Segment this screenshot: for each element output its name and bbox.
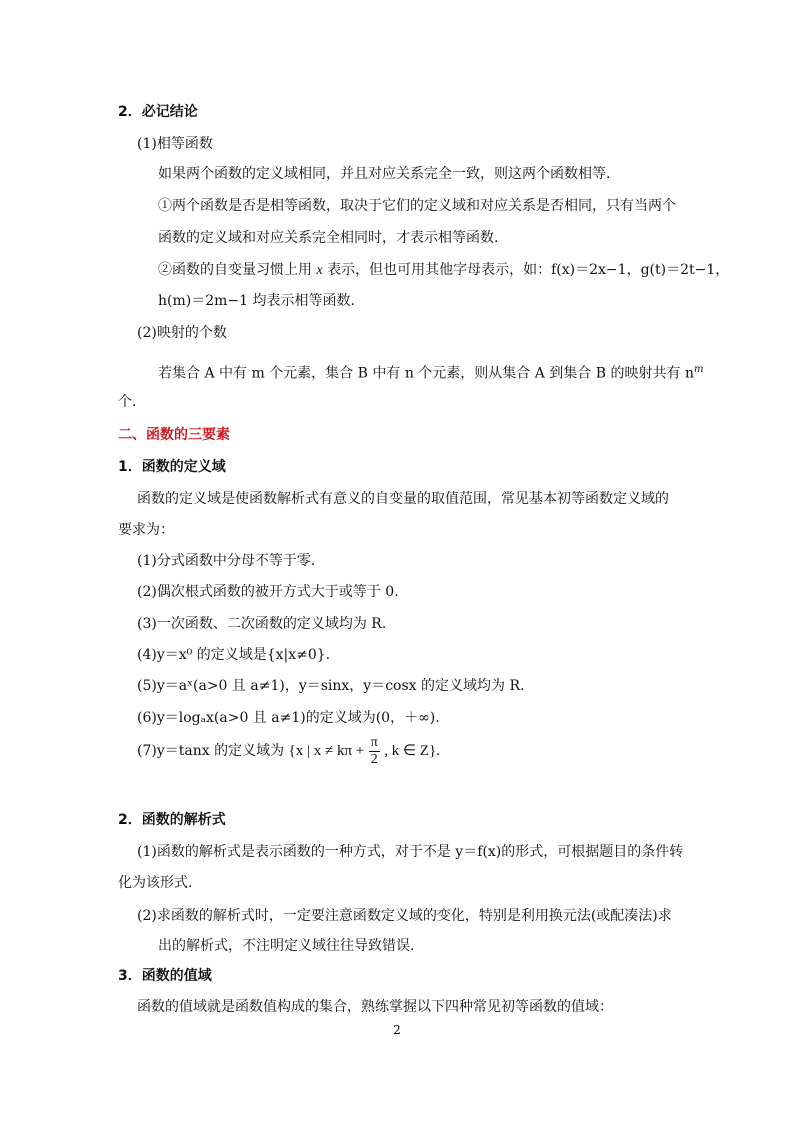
note-2-line-1: ②函数的自变量习惯上用 x 表示，但也可用其他字母表示，如：f(x)＝2x−1，g(t)＝2t−1， bbox=[158, 262, 730, 278]
expression-rule-1-line-1: (1)函数的解析式是表示函数的一种方式，对于不是 y＝f(x)的形式，可根据题目的条件转 bbox=[137, 844, 684, 860]
domain-intro-line-1: 函数的定义域是使函数解析式有意义的自变量的取值范围，常见基本初等函数定义域的 bbox=[137, 491, 669, 507]
equal-function-heading: (1)相等函数 bbox=[137, 136, 213, 152]
mapping-count-heading: (2)映射的个数 bbox=[137, 325, 227, 341]
domain-intro-line-2: 要求为： bbox=[118, 522, 174, 538]
expression-rule-1-line-2: 化为该形式. bbox=[118, 875, 193, 891]
domain-rule-3: (3)一次函数、二次函数的定义域均为 R. bbox=[137, 616, 387, 632]
domain-rule-1: (1)分式函数中分母不等于零. bbox=[137, 553, 316, 569]
pi-over-2-fraction: $\frac{\pi}{2}$ bbox=[370, 734, 378, 767]
note-1-line-1: ①两个函数是否是相等函数，取决于它们的定义域和对应关系是否相同，只有当两个 bbox=[158, 198, 676, 214]
tan-domain-set-left: {x | x ≠ kπ + bbox=[288, 743, 365, 759]
mapping-count-end: 个. bbox=[118, 394, 137, 410]
range-intro: 函数的值域就是函数值构成的集合，熟练掌握以下四种常见初等函数的值域： bbox=[137, 999, 613, 1015]
domain-rule-4: (4)y＝x⁰ 的定义域是{x|x≠0}. bbox=[137, 647, 331, 663]
mapping-count-text: 若集合 A 中有 m 个元素，集合 B 中有 n 个元素，则从集合 A 到集合 B 的映射共有 $n^m$ bbox=[158, 364, 704, 382]
page-number: 2 bbox=[393, 1023, 401, 1037]
section-2-heading: 2．必记结论 bbox=[118, 104, 198, 120]
domain-heading: 1．函数的定义域 bbox=[118, 459, 226, 475]
domain-rule-5: (5)y＝aˣ(a>0 且 a≠1)，y＝sinx，y＝cosx 的定义域均为 R. bbox=[137, 678, 525, 694]
expression-rule-2-line-1: (2)求函数的解析式时，一定要注意函数定义域的变化，特别是利用换元法(或配凑法)求 bbox=[137, 908, 672, 924]
equal-function-intro: 如果两个函数的定义域相同，并且对应关系完全一致，则这两个函数相等. bbox=[158, 166, 611, 182]
section-three-elements-heading: 二、函数的三要素 bbox=[118, 427, 230, 443]
note-2-line-2: h(m)＝2m−1 均表示相等函数. bbox=[158, 293, 355, 309]
domain-rule-6: (6)y＝logₐx(a>0 且 a≠1)的定义域为(0，＋∞). bbox=[137, 710, 440, 726]
exponent-m: m bbox=[693, 364, 704, 375]
expression-rule-2-line-2: 出的解析式，不注明定义域往往导致错误. bbox=[158, 938, 415, 954]
domain-rule-2: (2)偶次根式函数的被开方式大于或等于 0. bbox=[137, 584, 399, 600]
tan-domain-set-right: , k ∈ Z}. bbox=[384, 743, 440, 759]
range-heading: 3．函数的值域 bbox=[118, 968, 212, 984]
domain-rule-7: (7)y＝tanx 的定义域为 {x | x ≠ kπ + $\frac{\pi}{2}$ , k ∈ Z}. bbox=[137, 734, 440, 767]
note-1-line-2: 函数的定义域和对应关系完全相同时，才表示相等函数. bbox=[158, 230, 499, 246]
note-2-examples: f(x)＝2x−1，g(t)＝2t−1， bbox=[551, 262, 730, 278]
expression-heading: 2．函数的解析式 bbox=[118, 812, 226, 828]
